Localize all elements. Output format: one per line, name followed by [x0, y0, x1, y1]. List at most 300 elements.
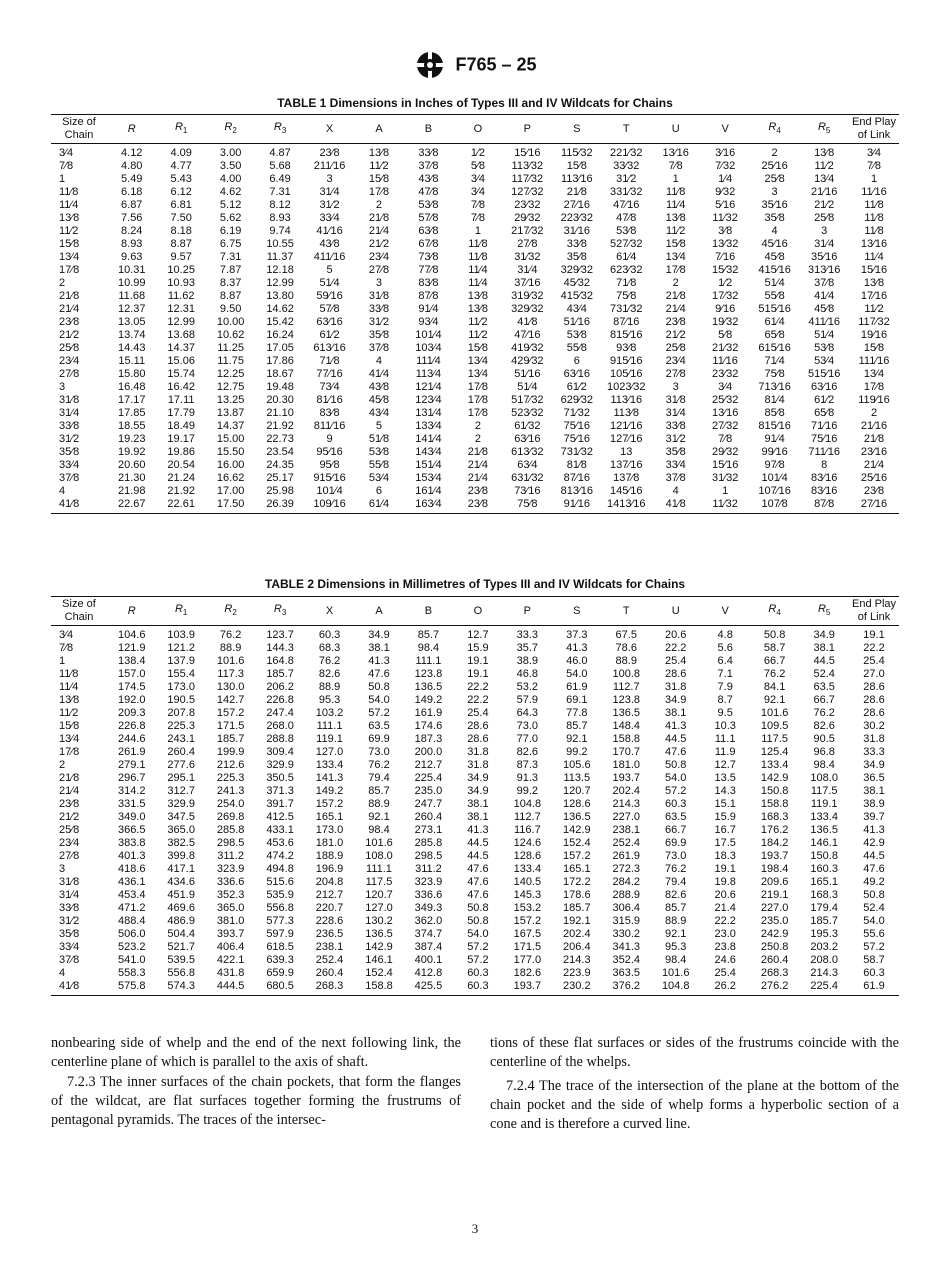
table-cell: 75⁄16 — [563, 420, 590, 432]
table-cell: 103.2 — [315, 707, 344, 719]
table-cell: 225.3 — [216, 772, 245, 784]
table-cell: 419⁄32 — [511, 342, 544, 354]
table-cell: 21.92 — [266, 420, 294, 432]
table-cell: 4.80 — [121, 160, 143, 172]
table-cell: 21⁄4 — [59, 785, 80, 797]
table-cell: 79.4 — [665, 876, 687, 888]
table-cell: 382.5 — [167, 837, 195, 849]
table-cell: 815⁄16 — [610, 329, 643, 341]
table-cell: 17.05 — [266, 342, 294, 354]
table-cell: 57.2 — [665, 785, 687, 797]
table-cell: 1413⁄16 — [602, 498, 651, 514]
table-cell: 148.4 — [612, 720, 641, 732]
table-cell: 5⁄16 — [715, 199, 736, 211]
table-cell: 137⁄8 — [613, 472, 640, 484]
column-header: V — [700, 115, 749, 144]
table-row — [51, 785, 899, 798]
table-cell: 7⁄8 — [59, 160, 74, 172]
table-cell: 85⁄8 — [764, 407, 785, 419]
table-cell: 19⁄16 — [860, 329, 888, 341]
table-cell: 60.3 — [453, 980, 502, 996]
table-cell: 312.7 — [167, 785, 195, 797]
table-cell: 35⁄8 — [665, 446, 686, 458]
table-cell: 12.31 — [167, 303, 195, 315]
table-cell: 160.3 — [810, 863, 838, 875]
table-cell: 214.3 — [612, 798, 641, 810]
table-cell: 8.18 — [170, 225, 192, 237]
table-cell: 16.62 — [216, 472, 245, 484]
table-cell: 185.7 — [216, 733, 245, 745]
table-cell: 95.3 — [665, 941, 687, 953]
table-cell: 279.1 — [117, 759, 146, 771]
column-header: $R_3$ — [255, 115, 304, 144]
table-cell: 33⁄4 — [319, 212, 340, 224]
table-row — [51, 694, 899, 707]
table-cell: 11⁄4 — [864, 251, 884, 263]
table-cell: 268.3 — [760, 967, 789, 979]
table-cell: 150.8 — [760, 785, 789, 797]
table-cell: 47⁄8 — [418, 186, 439, 198]
table-cell: 58.7 — [863, 954, 885, 966]
table-cell: 111⁄16 — [858, 355, 890, 367]
table-cell: 3⁄4 — [59, 147, 74, 159]
table-cell: 6.49 — [269, 173, 291, 185]
table-cell: 6 — [375, 485, 383, 497]
table-cell: 8.87 — [170, 238, 192, 250]
table-cell: 88.9 — [318, 681, 341, 693]
table-cell: 412.8 — [414, 967, 443, 979]
table-row — [51, 668, 899, 681]
table-cell: 22.67 — [107, 498, 156, 514]
table-cell: 10.55 — [266, 238, 294, 250]
table-cell: 17⁄8 — [59, 264, 80, 276]
table-cell: 41⁄4 — [368, 368, 390, 380]
table-cell: 67.5 — [615, 629, 637, 641]
table-cell: 111⁄4 — [416, 355, 441, 367]
table-cell: 47.6 — [467, 863, 489, 875]
table-cell: 1⁄2 — [718, 277, 733, 289]
table-cell: 323.9 — [216, 863, 245, 875]
table-cell: 615⁄16 — [758, 342, 791, 354]
table-cell: 46.8 — [516, 668, 539, 680]
table-cell: 8.7 — [717, 694, 733, 706]
table-cell: 623⁄32 — [610, 264, 643, 276]
table-cell: 23⁄8 — [319, 147, 340, 159]
table-cell: 241.3 — [216, 785, 245, 797]
table-cell: 7⁄16 — [715, 251, 736, 263]
table-cell: 173.0 — [315, 824, 344, 836]
column-header: S — [552, 115, 601, 144]
table-cell: 575.8 — [107, 980, 156, 996]
table-cell: 112.7 — [513, 811, 541, 823]
table-cell: 50.8 — [467, 915, 489, 927]
table-cell: 209.3 — [117, 707, 146, 719]
column-header: U — [651, 597, 700, 626]
table-cell: 8.24 — [121, 225, 143, 237]
table-cell: 4.09 — [170, 147, 192, 159]
table-cell: 82.6 — [665, 889, 687, 901]
table-cell: 22.2 — [665, 642, 687, 654]
table-cell: 515.6 — [266, 876, 294, 888]
table-cell: 10.00 — [216, 316, 245, 328]
table-cell: 11⁄2 — [666, 225, 686, 237]
table-cell: 27⁄8 — [665, 368, 686, 380]
table-cell: 75⁄8 — [764, 368, 785, 380]
column-header: $R_5$ — [799, 597, 849, 626]
table-cell: 35⁄16 — [761, 199, 788, 211]
table-cell: 101.6 — [661, 967, 690, 979]
table-cell: 23⁄4 — [59, 837, 80, 849]
table-cell: 90.5 — [813, 733, 835, 745]
table-cell: 78.6 — [615, 642, 637, 654]
table-cell: 85.7 — [368, 785, 390, 797]
table-cell: 167.5 — [513, 928, 542, 940]
table-cell: 411⁄16 — [313, 251, 346, 263]
table-cell: 539.5 — [167, 954, 195, 966]
table-cell: 10.99 — [117, 277, 146, 289]
table-cell: 149.2 — [414, 694, 443, 706]
table-cell: 196.9 — [315, 863, 344, 875]
table-cell: 17⁄32 — [712, 290, 739, 302]
column-header: End Play of Link — [849, 597, 899, 626]
table-cell: 273.1 — [414, 824, 443, 836]
table-cell: 161⁄4 — [415, 485, 442, 497]
table-cell: 207.8 — [167, 707, 195, 719]
table-cell: 13⁄8 — [814, 147, 835, 159]
table-cell: 47⁄16 — [613, 199, 640, 211]
table-cell: 16.48 — [117, 381, 146, 393]
table-cell: 227.0 — [612, 811, 641, 823]
table-cell: 199.9 — [216, 746, 245, 758]
table-cell: 350.5 — [266, 772, 294, 784]
table-cell: 15.00 — [216, 433, 245, 445]
table2-caption: TABLE 2 Dimensions in Millimetres of Types III and IV Wildcats for Chains — [264, 577, 686, 591]
table-cell: 33⁄8 — [59, 902, 80, 914]
table-cell: 104.6 — [117, 629, 146, 641]
table-cell: 88.9 — [219, 642, 242, 654]
table-cell: 347.5 — [167, 811, 195, 823]
table-cell: 11⁄32 — [700, 498, 749, 514]
table-cell: 101.6 — [216, 655, 245, 667]
table-cell: 51⁄4 — [517, 381, 538, 393]
table-cell: 28.6 — [863, 694, 885, 706]
column-header: R — [107, 115, 156, 144]
table-cell: 14.62 — [266, 303, 294, 315]
table-cell: 10.3 — [714, 720, 736, 732]
table-cell: 4.77 — [170, 160, 192, 172]
table-cell: 15⁄8 — [59, 238, 80, 250]
table-cell: 494.8 — [266, 863, 294, 875]
table-cell: 73.0 — [665, 850, 687, 862]
table-cell: 311.2 — [217, 850, 244, 862]
table-cell: 19.1 — [714, 863, 736, 875]
table-row — [51, 902, 899, 915]
table-cell: 165.1 — [563, 863, 591, 875]
table-cell: 47⁄8 — [616, 212, 637, 224]
table-cell: 47.6 — [863, 863, 885, 875]
table-cell: 10.25 — [167, 264, 195, 276]
table-cell: 92.1 — [566, 733, 588, 745]
table-cell: 25.17 — [266, 472, 294, 484]
table-cell: 235.0 — [760, 915, 789, 927]
column-header: X — [305, 597, 354, 626]
table-cell: 50.8 — [665, 759, 687, 771]
table-cell: 22.2 — [863, 642, 885, 654]
table-cell: 13⁄8 — [863, 277, 885, 289]
table-cell: 117.5 — [810, 785, 838, 797]
table-cell: 406.4 — [216, 941, 245, 953]
table-cell: 313⁄16 — [807, 264, 841, 276]
table-cell: 21⁄4 — [368, 225, 390, 237]
column-header: End Play of Link — [849, 115, 899, 144]
table-cell: 33.3 — [863, 746, 885, 758]
table-cell: 238.1 — [612, 824, 641, 836]
table-cell: 172.2 — [563, 876, 591, 888]
table-cell: 53.2 — [516, 681, 539, 693]
table-cell: 5.12 — [219, 199, 242, 211]
table-cell: 44.5 — [813, 655, 835, 667]
column-header: $R_4$ — [750, 597, 799, 626]
table-cell: 8.93 — [121, 238, 143, 250]
table-cell: 226.8 — [266, 694, 294, 706]
table-cell: 13⁄4 — [59, 251, 80, 263]
table-cell: 87⁄8 — [799, 498, 849, 514]
table-cell: 33⁄8 — [665, 420, 686, 432]
table-cell: 87⁄16 — [613, 316, 640, 328]
table-cell: 11⁄8 — [864, 212, 884, 224]
table-cell: 451.9 — [167, 889, 195, 901]
table-cell: 11⁄2 — [59, 707, 79, 719]
table-cell: 418.6 — [117, 863, 146, 875]
table-cell: 7.31 — [219, 251, 242, 263]
table-cell: 295.1 — [167, 772, 195, 784]
table-cell: 24.6 — [714, 954, 736, 966]
table-cell: 517⁄32 — [511, 394, 544, 406]
table-cell: 41⁄8 — [51, 498, 107, 514]
table-cell: 69.9 — [368, 733, 390, 745]
table-cell: 1⁄2 — [470, 147, 485, 159]
table-cell: 51⁄4 — [814, 329, 835, 341]
table-cell: 2 — [474, 433, 481, 445]
table-cell: 21⁄8 — [566, 186, 587, 198]
table-cell: 17.5 — [714, 837, 736, 849]
table-cell: 33⁄8 — [418, 147, 439, 159]
table-cell: 20.54 — [167, 459, 195, 471]
table-cell: 535.9 — [266, 889, 294, 901]
table-cell: 61⁄4 — [354, 498, 403, 514]
table-cell: 31⁄4 — [319, 186, 340, 198]
table-cell: 3 — [326, 173, 333, 185]
table-row — [51, 980, 899, 996]
table-cell: 195.3 — [810, 928, 838, 940]
table-cell: 11.1 — [714, 733, 736, 745]
table-cell: 39.7 — [863, 811, 885, 823]
table-cell: 35⁄8 — [59, 446, 80, 458]
table-cell: 87.3 — [516, 759, 539, 771]
table-cell: 87⁄16 — [563, 472, 590, 484]
table-cell: 22.61 — [156, 498, 205, 514]
table-cell: 25⁄8 — [814, 212, 835, 224]
table-cell: 142.9 — [563, 824, 591, 836]
table-cell: 111.1 — [415, 655, 442, 667]
table-cell: 296.7 — [117, 772, 146, 784]
table-cell: 88.9 — [615, 655, 637, 667]
table-cell: 171.5 — [216, 720, 245, 732]
table-cell: 95⁄16 — [316, 446, 343, 458]
table-cell: 6.19 — [219, 225, 242, 237]
table-cell: 103.9 — [167, 629, 195, 641]
table-cell: 284.2 — [612, 876, 641, 888]
table-cell: 3⁄4 — [470, 186, 485, 198]
table-cell: 3 — [375, 277, 383, 289]
table-cell: 13.87 — [216, 407, 245, 419]
table-cell: 212.7 — [414, 759, 443, 771]
table-cell: 2 — [375, 199, 383, 211]
page-number: 3 — [471, 1221, 479, 1236]
table-cell: 31⁄2 — [59, 915, 80, 927]
table-cell: 272.3 — [612, 863, 641, 875]
table-cell: 142.7 — [216, 694, 245, 706]
table-cell: 133.4 — [760, 759, 789, 771]
table-cell: 31⁄4 — [59, 889, 80, 901]
table-row — [51, 342, 899, 355]
table-cell: 659.9 — [266, 967, 294, 979]
table-cell: 362.0 — [414, 915, 443, 927]
table-cell: 98.4 — [417, 642, 440, 654]
table-cell: 329⁄32 — [511, 303, 544, 315]
table-cell: 31⁄4 — [665, 407, 686, 419]
table-cell: 11⁄4 — [666, 199, 686, 211]
table-cell: 3⁄8 — [718, 225, 733, 237]
table-cell: 46.0 — [566, 655, 588, 667]
table-cell: 25.4 — [665, 655, 687, 667]
table-cell: 11⁄2 — [369, 160, 389, 172]
table-cell: 31.8 — [467, 746, 489, 758]
table-cell: 7⁄8 — [718, 433, 733, 445]
table-cell: 11⁄8 — [864, 199, 884, 211]
table-cell: 24.35 — [266, 459, 294, 471]
table-cell: 130.2 — [365, 915, 393, 927]
table-cell: 88.9 — [665, 915, 687, 927]
table-cell: 99.2 — [516, 785, 539, 797]
table-cell: 57.2 — [863, 941, 885, 953]
table-cell: 31⁄4 — [814, 238, 835, 250]
table-cell: 288.8 — [266, 733, 294, 745]
table-cell: 12.37 — [117, 303, 146, 315]
table-cell: 629⁄32 — [560, 394, 594, 406]
table-cell: 68.3 — [318, 642, 341, 654]
table-cell: 16.24 — [266, 329, 294, 341]
table-cell: 81⁄4 — [764, 394, 785, 406]
table-cell: 504.4 — [167, 928, 195, 940]
table-cell: 168.3 — [760, 811, 789, 823]
table-cell: 157.2 — [563, 850, 591, 862]
table-cell: 387.4 — [414, 941, 443, 953]
table-cell: 185.7 — [810, 915, 838, 927]
table-cell: 9.63 — [121, 251, 143, 263]
table-cell: 140.5 — [513, 876, 542, 888]
table-cell: 13⁄16 — [712, 407, 739, 419]
table-cell: 41.3 — [665, 720, 687, 732]
table-cell: 73.0 — [368, 746, 390, 758]
table-cell: 11⁄16 — [861, 186, 887, 198]
table-cell: 36.5 — [863, 772, 885, 784]
column-header: $R_5$ — [799, 115, 849, 144]
table-cell: 33⁄4 — [665, 459, 686, 471]
table-row — [51, 733, 899, 746]
table-cell: 17⁄16 — [860, 290, 888, 302]
table-cell: 22.73 — [266, 433, 294, 445]
body-paragraph: 7.2.3 The inner surfaces of the chain pockets, that form the flanges of the wildcat, are flat surfaces together forming the frustrums of pentagonal pyramids. The traces of the intersec- — [51, 1073, 461, 1129]
table-cell: 4.8 — [717, 629, 733, 641]
table-cell: 43⁄8 — [368, 381, 390, 393]
table-cell: 98.4 — [665, 954, 687, 966]
table-cell: 27⁄8 — [517, 238, 538, 250]
table-cell: 53⁄8 — [368, 446, 390, 458]
table-cell: 309.4 — [266, 746, 294, 758]
table-cell: 25⁄16 — [761, 160, 788, 172]
table-cell: 319⁄32 — [511, 290, 544, 302]
table-cell: 212.6 — [216, 759, 245, 771]
table-cell: 85.7 — [566, 720, 588, 732]
table-cell: 138.4 — [117, 655, 146, 667]
table-cell: 254.0 — [216, 798, 245, 810]
table-cell: 13.74 — [117, 329, 146, 341]
table-cell: 21⁄8 — [665, 290, 686, 302]
table-cell: 112.7 — [612, 681, 640, 693]
table-cell: 235.0 — [414, 785, 443, 797]
table-cell: 136.5 — [365, 928, 393, 940]
table2-header-row — [51, 597, 899, 626]
table-cell: 83⁄8 — [319, 407, 340, 419]
table-cell: 124.6 — [513, 837, 542, 849]
table-cell: 4 — [59, 967, 66, 979]
table-cell: 188.9 — [315, 850, 344, 862]
table-cell: 47.6 — [368, 668, 390, 680]
table-cell: 11.62 — [167, 290, 195, 302]
table-cell: 91⁄16 — [552, 498, 601, 514]
table-cell: 23⁄8 — [59, 798, 80, 810]
table-cell: 17.86 — [266, 355, 294, 367]
table-cell: 23.0 — [714, 928, 736, 940]
table-cell: 202.4 — [612, 785, 641, 797]
table-cell: 35⁄8 — [566, 251, 587, 263]
table-cell: 101.6 — [760, 707, 789, 719]
table-cell: 109⁄16 — [305, 498, 354, 514]
table-cell: 371.3 — [266, 785, 294, 797]
table-cell: 38.9 — [516, 655, 539, 667]
column-header: T — [602, 115, 651, 144]
table-cell: 21⁄2 — [814, 199, 835, 211]
table-cell: 192.1 — [563, 915, 591, 927]
table-cell: 33⁄8 — [59, 420, 80, 432]
table-cell: 276.2 — [750, 980, 799, 996]
table-cell: 314.2 — [117, 785, 146, 797]
table-cell: 5⁄8 — [470, 160, 485, 172]
table-cell: 223⁄32 — [560, 212, 594, 224]
table-cell: 9⁄32 — [715, 186, 736, 198]
table-cell: 67⁄8 — [418, 238, 439, 250]
table-cell: 915⁄16 — [313, 472, 346, 484]
table-cell: 117.5 — [761, 733, 788, 745]
table-cell: 541.0 — [117, 954, 146, 966]
table-cell: 23⁄8 — [453, 498, 502, 514]
table-cell: 3⁄4 — [718, 381, 733, 393]
table-cell: 365.0 — [167, 824, 195, 836]
table-cell: 113⁄32 — [511, 160, 544, 172]
table-cell: 7⁄8 — [866, 160, 882, 172]
table-cell: 63.5 — [665, 811, 687, 823]
